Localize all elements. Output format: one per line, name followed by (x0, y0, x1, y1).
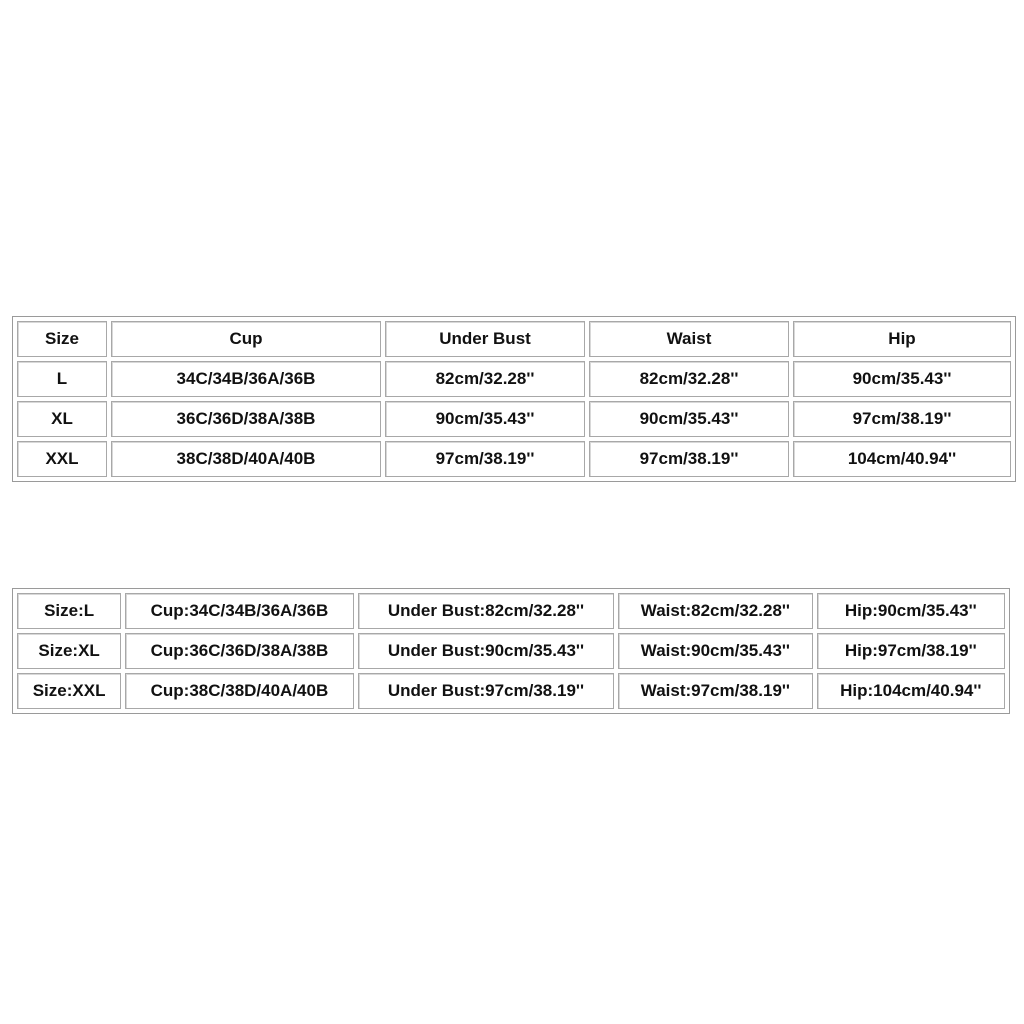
table-cell: XXL (17, 441, 107, 477)
table-cell: Hip:97cm/38.19'' (817, 633, 1005, 669)
table-row (17, 361, 1011, 397)
header-waist: Waist (589, 321, 789, 357)
table-cell: Waist:82cm/32.28'' (618, 593, 812, 629)
table-cell: Hip:90cm/35.43'' (817, 593, 1005, 629)
table-cell: 97cm/38.19'' (793, 401, 1011, 437)
size-chart-labeled-table (12, 588, 1010, 714)
table-cell: Under Bust:82cm/32.28'' (358, 593, 615, 629)
table-row (17, 401, 1011, 437)
header-hip: Hip (793, 321, 1011, 357)
header-size: Size (17, 321, 107, 357)
table-cell: Size:L (17, 593, 121, 629)
table-cell: 38C/38D/40A/40B (111, 441, 381, 477)
table-row (17, 633, 1005, 669)
table-cell: 90cm/35.43'' (793, 361, 1011, 397)
table-row (17, 441, 1011, 477)
table-cell: Under Bust:97cm/38.19'' (358, 673, 615, 709)
table-header-row (17, 321, 1011, 357)
table-cell: 97cm/38.19'' (385, 441, 585, 477)
table-cell: Cup:38C/38D/40A/40B (125, 673, 353, 709)
table-row (17, 593, 1005, 629)
table-row (17, 673, 1005, 709)
table-cell: Under Bust:90cm/35.43'' (358, 633, 615, 669)
table-cell: 36C/36D/38A/38B (111, 401, 381, 437)
table-cell: 90cm/35.43'' (589, 401, 789, 437)
table-cell: 82cm/32.28'' (589, 361, 789, 397)
header-under-bust: Under Bust (385, 321, 585, 357)
table-cell: 97cm/38.19'' (589, 441, 789, 477)
table-cell: Hip:104cm/40.94'' (817, 673, 1005, 709)
table-cell: 104cm/40.94'' (793, 441, 1011, 477)
table-cell: XL (17, 401, 107, 437)
table-cell: L (17, 361, 107, 397)
table-cell: 82cm/32.28'' (385, 361, 585, 397)
table-cell: Size:XXL (17, 673, 121, 709)
size-chart-table (12, 316, 1016, 482)
table-cell: Waist:97cm/38.19'' (618, 673, 812, 709)
table-cell: 90cm/35.43'' (385, 401, 585, 437)
table-cell: Cup:34C/34B/36A/36B (125, 593, 353, 629)
table-cell: Cup:36C/36D/38A/38B (125, 633, 353, 669)
header-cup: Cup (111, 321, 381, 357)
table-cell: Waist:90cm/35.43'' (618, 633, 812, 669)
table-cell: 34C/34B/36A/36B (111, 361, 381, 397)
table-cell: Size:XL (17, 633, 121, 669)
